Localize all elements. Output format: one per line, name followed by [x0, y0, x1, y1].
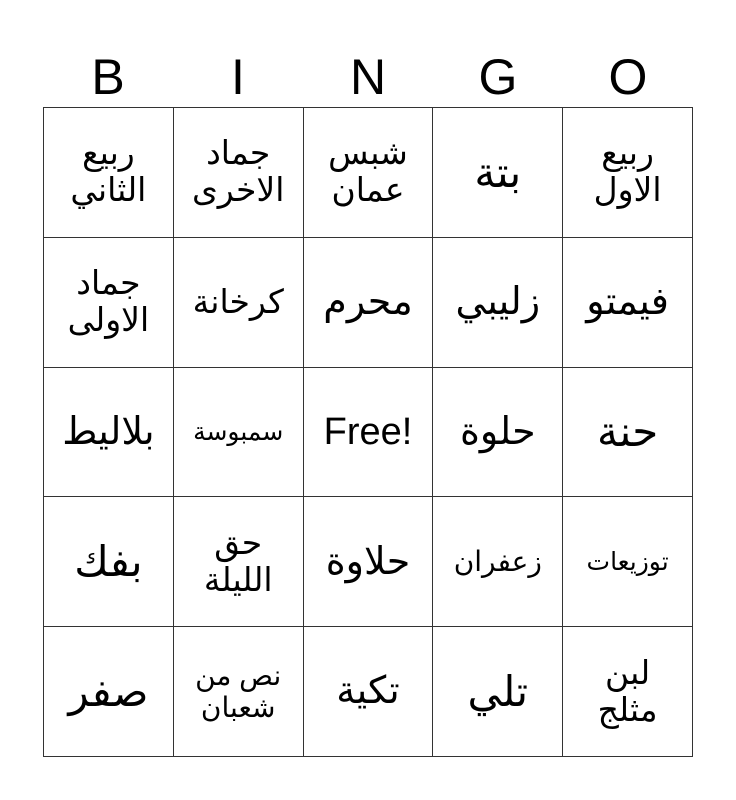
bingo-cell[interactable]: [304, 238, 434, 368]
cell-label: ربيع الاول: [593, 134, 662, 209]
cell-label: بلاليط: [62, 410, 155, 453]
bingo-cell[interactable]: [174, 108, 304, 238]
cell-label: حلوة: [459, 410, 536, 453]
cell-label: بفك: [74, 538, 143, 586]
cell-label: صفر: [68, 668, 149, 716]
cell-label: حق الليلة: [203, 523, 273, 598]
bingo-cell[interactable]: [563, 497, 693, 627]
bingo-cell[interactable]: [433, 108, 563, 238]
bingo-cell[interactable]: [563, 368, 693, 498]
bingo-card-grid: [43, 107, 693, 757]
bingo-cell[interactable]: [304, 108, 434, 238]
cell-label: توزيعات: [586, 547, 669, 576]
bingo-cell[interactable]: [304, 627, 434, 757]
bingo-header: [43, 48, 693, 106]
bingo-cell[interactable]: [433, 368, 563, 498]
free-space-cell[interactable]: [304, 368, 434, 498]
cell-label: تلي: [467, 668, 529, 716]
bingo-cell[interactable]: [174, 238, 304, 368]
bingo-cell[interactable]: [433, 627, 563, 757]
bingo-cell[interactable]: [174, 497, 304, 627]
bingo-cell[interactable]: [174, 368, 304, 498]
bingo-cell[interactable]: [563, 238, 693, 368]
bingo-cell[interactable]: [433, 497, 563, 627]
cell-label: سمبوسة: [193, 417, 284, 446]
bingo-cell[interactable]: [44, 238, 174, 368]
cell-label: جماد الاولى: [67, 264, 150, 339]
bingo-cell[interactable]: [563, 627, 693, 757]
cell-label: لبن مثلج: [597, 653, 658, 728]
header-letter-b: B: [91, 49, 125, 105]
bingo-cell[interactable]: [433, 238, 563, 368]
bingo-cell[interactable]: [304, 497, 434, 627]
bingo-cell[interactable]: [44, 108, 174, 238]
cell-label: بتة: [474, 148, 522, 196]
free-space-label: Free!: [323, 410, 413, 453]
bingo-cell[interactable]: [44, 368, 174, 498]
cell-label: جماد الاخرى: [191, 134, 285, 209]
cell-label: ربيع الثاني: [70, 134, 147, 209]
cell-label: زعفران: [453, 546, 542, 578]
bingo-cell[interactable]: [44, 627, 174, 757]
cell-label: نص من شعبان: [195, 660, 282, 723]
bingo-cell[interactable]: [563, 108, 693, 238]
cell-label: شبس عمان: [328, 134, 408, 209]
cell-label: تكية: [336, 670, 400, 713]
cell-label: حنة: [597, 408, 659, 456]
cell-label: محرم: [323, 280, 413, 323]
cell-label: فيمتو: [586, 280, 669, 323]
header-letter-o: O: [608, 49, 648, 105]
bingo-cell[interactable]: [174, 627, 304, 757]
header-letter-n: N: [349, 49, 387, 105]
cell-label: زليبي: [455, 280, 541, 323]
bingo-cell[interactable]: [44, 497, 174, 627]
header-letter-i: I: [231, 49, 245, 105]
header-letter-g: G: [478, 49, 518, 105]
cell-label: كرخانة: [192, 282, 284, 320]
cell-label: حلاوة: [325, 540, 411, 583]
